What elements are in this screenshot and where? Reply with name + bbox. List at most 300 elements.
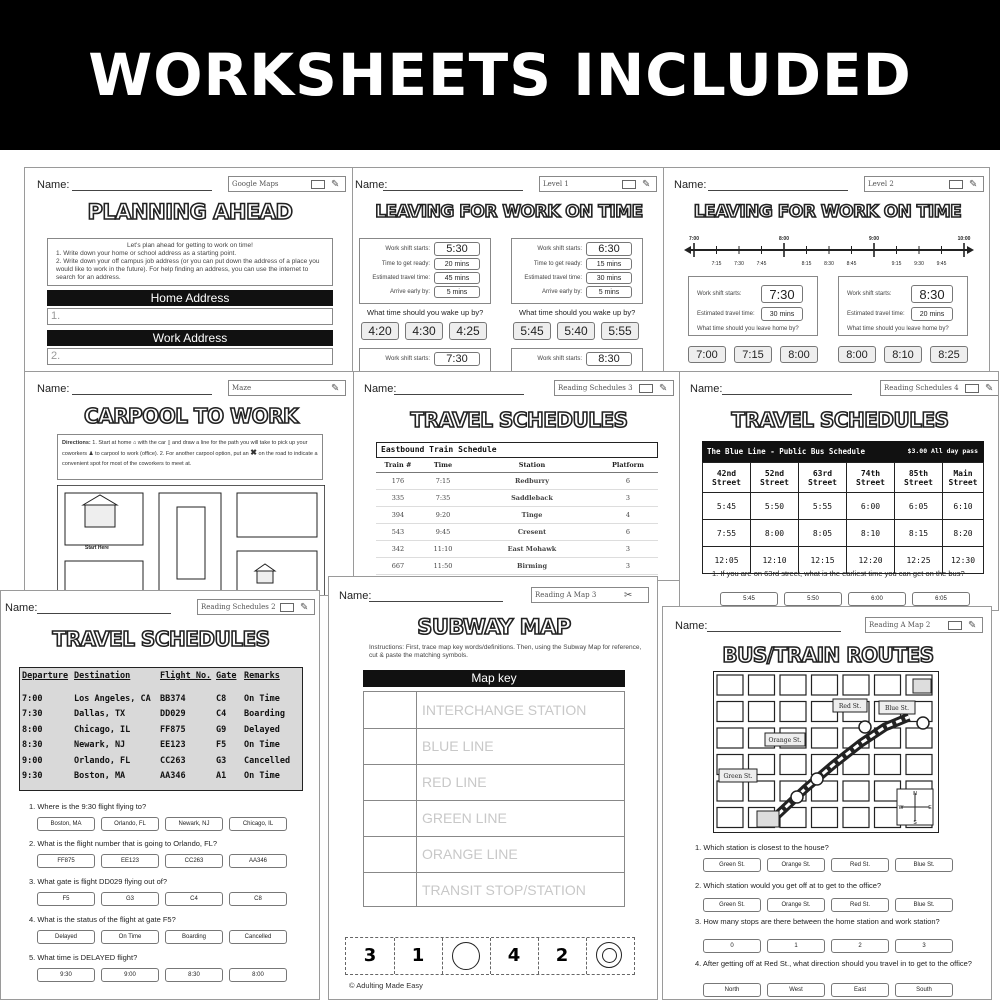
leave-option[interactable]: 7:00 — [688, 346, 726, 363]
flight-option[interactable]: Orlando, FL — [101, 817, 159, 831]
timeline-label: 8:15 — [801, 261, 812, 267]
table-row — [376, 540, 658, 557]
instructions-step-1: 1. Write down your home or school address as a starting point. — [56, 250, 237, 257]
travel-label: Estimated travel time: — [524, 275, 582, 281]
flight-option[interactable]: Boarding — [165, 930, 223, 944]
name-label: Name: — [355, 179, 388, 191]
worksheet-tag — [864, 176, 984, 192]
table-cell: 8:00 — [751, 520, 799, 547]
tag-label: Maze — [232, 384, 252, 392]
table-cell: 8:00 — [22, 724, 43, 735]
route-option[interactable]: Red St. — [831, 858, 889, 872]
table-cell: 6:00 — [847, 493, 895, 520]
column-header: Flight No. — [160, 671, 212, 681]
route-option[interactable]: 3 — [895, 939, 953, 953]
shift-label: Work shift starts: — [697, 291, 742, 297]
work-address-header: Work Address — [47, 330, 333, 346]
bus-option[interactable]: 5:50 — [784, 592, 842, 606]
table-row — [376, 472, 658, 489]
city-block — [843, 675, 869, 695]
ready-label: Time to get ready: — [381, 261, 430, 267]
table-cell: 5:55 — [799, 493, 847, 520]
table-row — [703, 493, 984, 520]
route-option[interactable]: West — [767, 983, 825, 997]
inner-circle — [602, 948, 617, 963]
table-cell: 11:10 — [433, 544, 453, 553]
worksheet-tag — [228, 380, 346, 396]
travel-value: 20 mins — [911, 307, 953, 321]
flight-option[interactable]: Delayed — [37, 930, 95, 944]
table-row — [22, 738, 300, 754]
banner — [0, 0, 1000, 150]
directions-text-d: take to pick up your coworkers — [62, 440, 308, 457]
route-option[interactable]: 0 — [703, 939, 761, 953]
worksheet-tag — [531, 587, 649, 603]
shift-value: 8:30 — [911, 285, 953, 303]
route-option[interactable]: Orange St. — [767, 898, 825, 912]
worksheet-train-schedule — [353, 371, 683, 581]
table-cell: 12:20 — [847, 547, 895, 574]
flight-question: 2. What is the flight number that is going to Orlando, FL? — [29, 839, 218, 848]
worksheet-bus-schedule — [679, 371, 999, 611]
table-row — [376, 489, 658, 506]
pencil-icon: ✎ — [969, 179, 978, 190]
worksheet-title: LEAVING FOR WORK ON TIME — [693, 202, 962, 222]
compass-n: N — [913, 791, 917, 797]
directions-text-g: on the road to indicate a convenient spot for most of the coworkers to meet at. — [62, 451, 318, 467]
travel-label: Estimated travel time: — [847, 311, 905, 317]
table-cell: 335 — [391, 493, 405, 502]
table-cell: C4 — [216, 709, 227, 720]
column-header: Departure — [22, 671, 69, 681]
wake-option[interactable]: 5:40 — [557, 322, 595, 340]
flight-option[interactable]: Newark, NJ — [165, 817, 223, 831]
name-line — [72, 190, 212, 191]
flight-option[interactable]: 9:00 — [101, 968, 159, 982]
city-block — [843, 808, 869, 828]
table-cell: Boston, MA — [74, 771, 126, 782]
column-header: Time — [433, 460, 453, 469]
city-block — [717, 702, 743, 722]
worksheet-title: TRAVEL SCHEDULES — [731, 408, 949, 432]
leave-option[interactable]: 8:00 — [780, 346, 818, 363]
worksheet-title: TRAVEL SCHEDULES — [52, 627, 270, 651]
travel-label: Estimated travel time: — [372, 275, 430, 281]
route-option[interactable]: 2 — [831, 939, 889, 953]
worksheet-title: TRAVEL SCHEDULES — [410, 408, 628, 432]
table-cell: 8:05 — [799, 520, 847, 547]
table-row — [22, 722, 300, 738]
city-block — [812, 808, 838, 828]
table-cell: 6 — [625, 476, 631, 485]
table-cell: 9:20 — [435, 510, 451, 519]
worksheet-tag — [880, 380, 999, 396]
bus-schedule-title: The Blue Line - Public Bus Schedule — [707, 447, 866, 456]
home-address-header: Home Address — [47, 290, 333, 306]
table-cell: 11:50 — [433, 561, 453, 570]
table-cell: 12:10 — [751, 547, 799, 574]
timeline-label: 10:00 — [957, 236, 971, 242]
cutout-circle[interactable] — [442, 938, 491, 974]
home-address-field[interactable] — [47, 308, 333, 325]
table-cell: 394 — [391, 510, 405, 519]
flight-option[interactable]: Cancelled — [229, 930, 287, 944]
table-cell: 3 — [625, 493, 631, 502]
book-icon — [639, 384, 653, 393]
city-block — [780, 675, 806, 695]
timeline-label: 9:15 — [891, 261, 902, 267]
leave-card-2 — [838, 276, 968, 336]
city-block — [843, 781, 869, 801]
name-line — [708, 190, 848, 191]
pencil-icon: ✎ — [659, 383, 668, 394]
city-block — [717, 728, 743, 748]
name-label: Name: — [364, 383, 397, 395]
city-block — [717, 781, 743, 801]
tag-label: Level 1 — [543, 180, 569, 188]
work-address-number: 2. — [51, 350, 61, 362]
wake-question-1: What time should you wake up by? — [367, 308, 484, 317]
route-question: 3. How many stops are there between the home station and work station? — [695, 917, 940, 926]
worksheet-leaving-level-2 — [663, 167, 990, 372]
worksheet-title: SUBWAY MAP — [417, 615, 571, 639]
blue-st-label: Blue St. — [884, 705, 910, 712]
work-address-field[interactable] — [47, 348, 333, 365]
shift-value: 7:30 — [761, 285, 803, 303]
column-header: Main Street — [948, 468, 978, 487]
flight-question: 4. What is the status of the flight at gate F5? — [29, 915, 176, 924]
table-cell: On Time — [244, 771, 280, 782]
subway-instructions: Instructions: First, trace map key words/definitions. Then, using the Subway Map for reference, cut & paste the matching symbols. — [369, 644, 642, 659]
table-cell: 4 — [625, 510, 631, 519]
flight-option[interactable]: C4 — [165, 892, 223, 906]
table-cell: A1 — [216, 771, 227, 782]
map-key-item: INTERCHANGE STATION — [422, 702, 587, 718]
route-option[interactable]: Orange St. — [767, 858, 825, 872]
train-caption: Eastbound Train Schedule — [376, 442, 658, 458]
person-icon: ♟ — [88, 451, 94, 457]
cutout-symbol-3[interactable]: 3 — [346, 938, 395, 974]
timeline — [684, 234, 974, 268]
name-line — [383, 190, 523, 191]
name-label: Name: — [37, 383, 70, 395]
map-key-item: TRANSIT STOP/STATION — [422, 882, 586, 898]
map-key-item: ORANGE LINE — [422, 846, 518, 862]
table-cell: F5 — [216, 740, 227, 751]
table-cell: 9:30 — [22, 771, 43, 782]
shift-label: Work shift starts: — [385, 356, 430, 362]
bus-option[interactable]: 5:45 — [720, 592, 778, 606]
name-line — [72, 394, 212, 395]
table-cell: Birming — [516, 561, 547, 570]
wake-option[interactable]: 5:45 — [513, 322, 551, 340]
table-cell: BB374 — [160, 693, 186, 704]
x-mark-icon: ✖ — [250, 448, 257, 457]
table-cell: Tinge — [521, 510, 543, 519]
compass-w: W — [898, 805, 904, 811]
flight-question: 1. Where is the 9:30 flight flying to? — [29, 802, 147, 811]
name-line — [369, 601, 503, 602]
name-line — [707, 631, 841, 632]
city-block — [780, 755, 806, 775]
table-cell: 176 — [391, 476, 405, 485]
map-key-item: RED LINE — [422, 774, 487, 790]
column-header: 63rd Street — [799, 463, 847, 493]
timeline-label: 9:00 — [868, 236, 880, 242]
table-cell: Cresent — [517, 527, 547, 536]
wake-card-2 — [511, 238, 643, 304]
column-header: Platform — [611, 460, 644, 469]
cutout-symbol-2[interactable]: 2 — [538, 938, 587, 974]
bus-question: 1. If you are on 63rd street, what is the earliest time you can get on the bus? — [712, 569, 965, 578]
flight-option[interactable]: On Time — [101, 930, 159, 944]
tag-label: Reading A Map 3 — [535, 591, 597, 599]
laptop-icon — [311, 180, 325, 189]
table-row — [703, 520, 984, 547]
cutout-double-circle[interactable] — [586, 938, 634, 974]
city-block — [717, 675, 743, 695]
route-question: 2. Which station would you get off at to get to the office? — [695, 881, 882, 890]
route-option[interactable]: Green St. — [703, 858, 761, 872]
map-key-table — [363, 691, 625, 907]
flight-question: 5. What time is DELAYED flight? — [29, 953, 138, 962]
table-row — [22, 769, 300, 785]
car-icon: ▯ — [167, 440, 171, 446]
table-cell: Delayed — [244, 724, 280, 735]
column-header: 74th Street — [847, 463, 895, 493]
leave-question: What time should you leave home by? — [847, 326, 949, 332]
directions-text-e: to carpool to work (office). 2. For another carpool option, — [95, 451, 232, 457]
name-line — [394, 394, 524, 395]
table-cell: 3 — [625, 561, 631, 570]
flight-option[interactable]: Boston, MA — [37, 817, 95, 831]
route-option[interactable]: Blue St. — [895, 898, 953, 912]
office-icon — [913, 679, 931, 693]
red-st-label: Red St. — [838, 703, 862, 710]
shift-label: Work shift starts: — [847, 291, 892, 297]
flight-question: 3. What gate is flight DD029 flying out of? — [29, 877, 167, 886]
flight-option[interactable]: F5 — [37, 892, 95, 906]
row-divider — [364, 872, 624, 873]
worksheet-tag — [539, 176, 657, 192]
table-cell: 6:10 — [953, 501, 973, 511]
table-row — [22, 691, 300, 707]
shift-value: 8:30 — [586, 352, 632, 366]
name-label: Name: — [675, 620, 708, 632]
cutout-symbol-4[interactable]: 4 — [490, 938, 539, 974]
worksheet-title: BUS/TRAIN ROUTES — [722, 643, 934, 667]
flight-table — [22, 671, 300, 784]
worksheet-subway-map — [328, 576, 658, 1000]
worksheet-tag — [197, 599, 315, 615]
table-cell: Dallas, TX — [74, 709, 126, 720]
table-cell: 12:15 — [799, 547, 847, 574]
row-divider — [364, 800, 624, 801]
table-row — [376, 506, 658, 523]
bus-schedule-header — [702, 441, 984, 462]
table-cell: 8:15 — [895, 520, 943, 547]
column-header: Destination — [74, 671, 131, 681]
flight-option[interactable]: C8 — [229, 892, 287, 906]
leave-option[interactable]: 8:25 — [930, 346, 968, 363]
table-cell: On Time — [244, 740, 280, 751]
maze-map — [57, 485, 325, 596]
flight-option[interactable]: AA346 — [229, 854, 287, 868]
early-label: Arrive early by: — [389, 289, 430, 295]
table-cell: 8:20 — [953, 528, 973, 538]
book-icon — [280, 603, 294, 612]
ready-value: 20 mins — [434, 258, 480, 270]
table-cell: 9:45 — [435, 527, 451, 536]
instructions-box — [47, 238, 333, 286]
table-cell: 667 — [391, 561, 405, 570]
flight-option[interactable]: 8:00 — [229, 968, 287, 982]
wake-option[interactable]: 4:30 — [405, 322, 443, 340]
cutout-strip — [345, 937, 635, 975]
timeline-label: 9:30 — [914, 261, 924, 267]
instructions-intro: Let's plan ahead for getting to work on time! — [127, 242, 253, 249]
table-cell: 3 — [625, 544, 631, 553]
bus-option[interactable]: 6:00 — [848, 592, 906, 606]
route-option[interactable]: Red St. — [831, 898, 889, 912]
leave-question: What time should you leave home by? — [697, 326, 799, 332]
map-key-item: GREEN LINE — [422, 810, 507, 826]
column-header: Station — [518, 460, 546, 469]
symbol-column-divider — [416, 692, 417, 906]
timeline-label: 8:00 — [778, 236, 790, 242]
bus-table — [702, 462, 984, 574]
city-block — [812, 675, 838, 695]
table-cell: 6:05 — [895, 493, 943, 520]
leave-option[interactable]: 8:00 — [838, 346, 876, 363]
route-option[interactable]: North — [703, 983, 761, 997]
circle-icon — [452, 942, 480, 970]
row-divider — [364, 836, 624, 837]
book-icon — [622, 180, 636, 189]
table-cell: 9:00 — [22, 755, 43, 766]
copyright: © Adulting Made Easy — [349, 981, 423, 990]
flight-option[interactable]: EE123 — [101, 854, 159, 868]
instructions-step-2: 2. Write down your off campus job address (or you can put down the address of a place you would like to work in the future). For help finding an address, you can use the internet to search for an address. — [56, 258, 320, 281]
route-option[interactable]: South — [895, 983, 953, 997]
column-header: Gate — [216, 671, 237, 681]
flight-option[interactable]: Chicago, IL — [229, 817, 287, 831]
ready-value: 15 mins — [586, 258, 632, 270]
pencil-icon: ✎ — [331, 383, 340, 394]
bus-option[interactable]: 6:05 — [912, 592, 970, 606]
flight-option[interactable]: G3 — [101, 892, 159, 906]
cutout-symbol-1[interactable]: 1 — [394, 938, 443, 974]
table-cell: Los Angeles, CA — [74, 693, 151, 704]
flight-option[interactable]: 8:30 — [165, 968, 223, 982]
table-cell: 5:50 — [751, 493, 799, 520]
wake-option[interactable]: 5:55 — [601, 322, 639, 340]
ready-label: Time to get ready: — [533, 261, 582, 267]
timeline-label: 7:45 — [756, 261, 767, 267]
worksheet-planning-ahead — [24, 167, 354, 372]
city-block — [875, 675, 901, 695]
leave-option[interactable]: 8:10 — [884, 346, 922, 363]
city-block — [749, 675, 775, 695]
city-block — [780, 702, 806, 722]
route-option[interactable]: 1 — [767, 939, 825, 953]
early-label: Arrive early by: — [541, 289, 582, 295]
table-cell: Cancelled — [244, 755, 291, 766]
wake-option[interactable]: 4:25 — [449, 322, 487, 340]
table-cell: AA346 — [160, 771, 186, 782]
column-header: 85th Street — [895, 463, 943, 493]
table-cell: G9 — [216, 724, 227, 735]
leave-card-1 — [688, 276, 818, 336]
compass-e: E — [928, 805, 932, 811]
wake-option[interactable]: 4:20 — [361, 322, 399, 340]
flight-option[interactable]: 9:30 — [37, 968, 95, 982]
table-cell: 12:05 — [703, 547, 751, 574]
worksheet-tag — [554, 380, 674, 396]
flight-option[interactable]: CC263 — [165, 854, 223, 868]
table-cell: 12:25 — [895, 547, 943, 574]
column-header: Remarks — [244, 671, 280, 681]
route-question: 1. Which station is closest to the house? — [695, 843, 829, 852]
table-cell: C8 — [216, 693, 227, 704]
table-cell: 7:55 — [703, 520, 751, 547]
route-option[interactable]: East — [831, 983, 889, 997]
tag-label: Level 2 — [868, 180, 894, 188]
wake-question-2: What time should you wake up by? — [519, 308, 636, 317]
name-label: Name: — [674, 179, 707, 191]
table-row — [22, 753, 300, 769]
city-block — [749, 781, 775, 801]
house-icon — [757, 811, 779, 827]
travel-value: 45 mins — [434, 272, 480, 284]
route-option[interactable]: Blue St. — [895, 858, 953, 872]
table-cell: Boarding — [244, 709, 285, 720]
house-icon: ⌂ — [132, 440, 137, 446]
green-st-label: Green St. — [723, 773, 753, 780]
table-cell: 543 — [391, 527, 405, 536]
double-circle-icon — [596, 942, 622, 968]
shift-value: 7:30 — [434, 352, 480, 366]
pencil-icon: ✎ — [300, 602, 309, 613]
table-cell: 7:00 — [22, 693, 43, 704]
travel-label: Estimated travel time: — [697, 311, 755, 317]
route-option[interactable]: Green St. — [703, 898, 761, 912]
table-cell: FF875 — [160, 724, 186, 735]
flight-option[interactable]: FF875 — [37, 854, 95, 868]
shift-label: Work shift starts: — [537, 246, 582, 252]
worksheet-flight-schedule — [0, 590, 320, 1000]
directions-box — [57, 434, 323, 480]
worksheet-title: CARPOOL TO WORK — [84, 404, 298, 428]
train-table — [376, 458, 658, 575]
leave-option[interactable]: 7:15 — [734, 346, 772, 363]
wake-card-4 — [511, 348, 643, 372]
shift-value: 6:30 — [586, 242, 632, 256]
map-key-header: Map key — [363, 670, 625, 687]
early-value: 5 mins — [586, 286, 632, 298]
table-cell: 7:15 — [435, 476, 451, 485]
tag-label: Google Maps — [232, 180, 279, 188]
table-cell: 7:30 — [22, 709, 43, 720]
tag-label: Reading Schedules 4 — [884, 384, 959, 392]
directions-text-f: put an — [233, 451, 249, 457]
name-label: Name: — [5, 602, 38, 614]
table-cell: Saddleback — [511, 493, 553, 502]
name-label: Name: — [37, 179, 70, 191]
directions-text-a: 1. Start at home — [92, 440, 132, 446]
city-block — [749, 702, 775, 722]
table-cell: 12:30 — [950, 555, 976, 565]
